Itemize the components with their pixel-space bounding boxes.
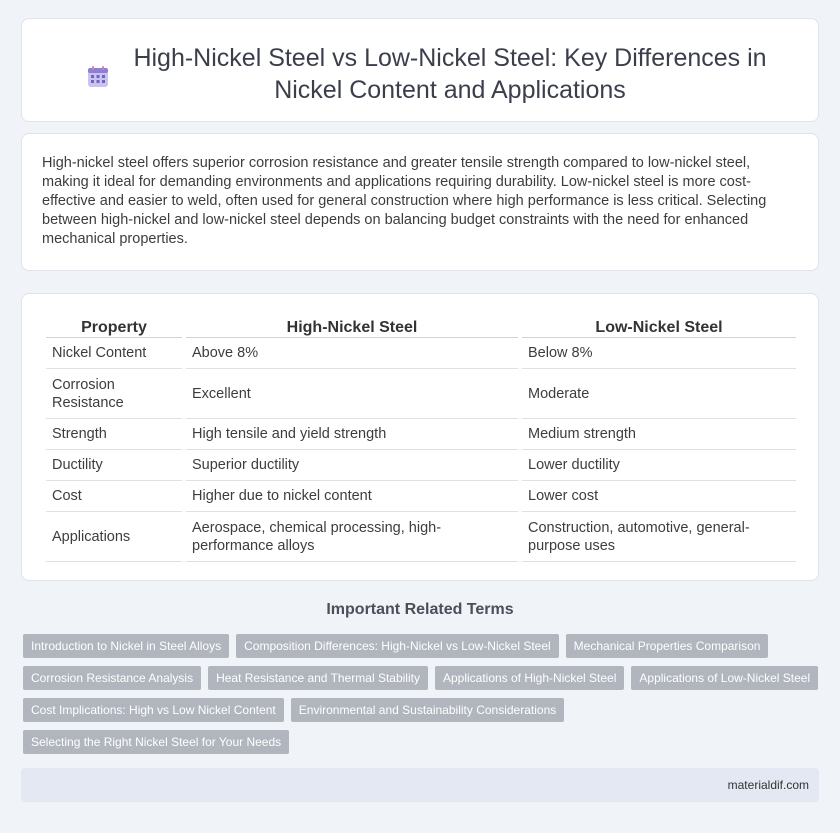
table-row [46,481,796,512]
intro-paragraph: High-nickel steel offers superior corrosion resistance and greater tensile strength compared to low-nickel steel, making it ideal for demanding environments and applications requiring durability. Low-nickel steel is more cost-effective and easier to weld, often used for general construction where high performance is less critical. Selecting between high-nickel and low-nickel steel depends on balancing budget constraints with the need for enhanced mechanical properties. [42,155,767,247]
table-cell: Nickel Content [46,338,182,369]
column-header-property: Property [46,314,182,338]
table-cell: Excellent [186,369,518,419]
table-row [46,512,796,562]
related-term-tag[interactable]: Mechanical Properties Comparison [566,634,769,658]
table-row [46,338,796,369]
table-row [46,450,796,481]
comparison-table-card [21,293,819,581]
table-cell: Corrosion Resistance [46,369,182,419]
footer-bar [21,768,819,802]
table-row [46,419,796,450]
table-cell: Construction, automotive, general-purpose uses [522,512,796,562]
related-term-tag[interactable]: Composition Differences: High-Nickel vs Low-Nickel Steel [236,634,559,658]
page-title: High-Nickel Steel vs Low-Nickel Steel: Key Differences in Nickel Content and Applications [133,44,767,104]
related-term-tag[interactable]: Cost Implications: High vs Low Nickel Content [23,698,284,722]
related-term-tag[interactable]: Introduction to Nickel in Steel Alloys [23,634,229,658]
comparison-table [42,314,800,562]
table-cell: Superior ductility [186,450,518,481]
table-cell: Moderate [522,369,796,419]
table-cell: Higher due to nickel content [186,481,518,512]
table-cell: Ductility [46,450,182,481]
intro-card [21,133,819,271]
table-cell: Lower ductility [522,450,796,481]
related-term-tag[interactable]: Corrosion Resistance Analysis [23,666,201,690]
table-cell: Strength [46,419,182,450]
related-terms-list [23,634,823,754]
table-cell: Medium strength [522,419,796,450]
table-cell: High tensile and yield strength [186,419,518,450]
table-cell: Below 8% [522,338,796,369]
related-term-tag[interactable]: Applications of Low-Nickel Steel [631,666,818,690]
related-term-tag[interactable]: Selecting the Right Nickel Steel for Your Needs [23,730,289,754]
table-cell: Applications [46,512,182,562]
table-cell: Lower cost [522,481,796,512]
related-term-tag[interactable]: Heat Resistance and Thermal Stability [208,666,428,690]
footer-site-link[interactable]: materialdif.com [727,778,809,792]
table-cell: Cost [46,481,182,512]
column-header-low-nickel: Low-Nickel Steel [522,314,796,338]
table-cell: Above 8% [186,338,518,369]
title-card [21,18,819,122]
related-term-tag[interactable]: Applications of High-Nickel Steel [435,666,624,690]
column-header-high-nickel: High-Nickel Steel [186,314,518,338]
related-terms-heading: Important Related Terms [326,601,514,618]
table-cell: Aerospace, chemical processing, high-performance alloys [186,512,518,562]
related-term-tag[interactable]: Environmental and Sustainability Considerations [291,698,564,722]
table-row [46,369,796,419]
table-header-row [46,314,796,338]
